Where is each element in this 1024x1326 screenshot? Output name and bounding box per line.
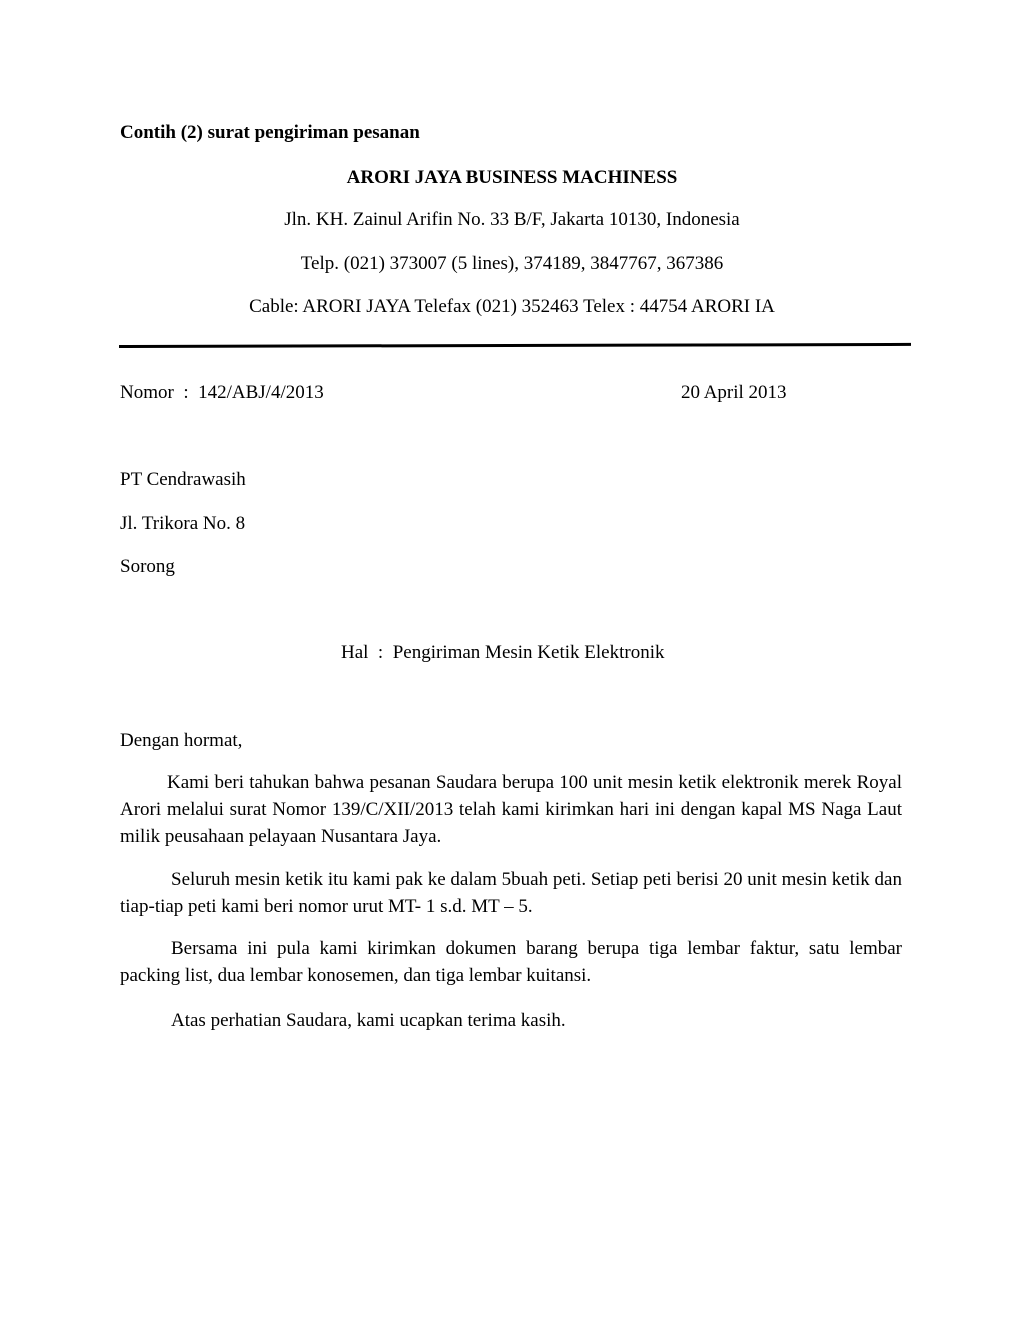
document-heading: Contih (2) surat pengiriman pesanan [120, 122, 420, 143]
letterhead-cable: Cable: ARORI JAYA Telefax (021) 352463 Telex : 44754 ARORI IA [249, 296, 775, 317]
letter-subject: Hal : Pengiriman Mesin Ketik Elektronik [341, 642, 665, 663]
letterhead-phone: Telp. (021) 373007 (5 lines), 374189, 3847767, 367386 [300, 253, 724, 274]
letter-date: 20 April 2013 [681, 382, 787, 403]
recipient-name: PT Cendrawasih [120, 469, 246, 490]
letterhead-divider [119, 343, 911, 348]
letterhead-company: ARORI JAYA BUSINESS MACHINESS [346, 167, 678, 188]
recipient-street: Jl. Trikora No. 8 [120, 513, 246, 534]
body-paragraph-1: Kami beri tahukan bahwa pesanan Saudara berupa 100 unit mesin ketik elektronik merek Royal Arori melalui surat Nomor 139/C/XII/2013 telah kami kirimkan hari ini dengan kapal MS Naga Laut milik peusahaan pelayaan Nusantara Jaya. [120, 772, 902, 847]
salutation: Dengan hormat, [120, 730, 243, 751]
letterhead-address: Jln. KH. Zainul Arifin No. 33 B/F, Jakarta 10130, Indonesia [284, 209, 740, 230]
body-paragraph-3: Bersama ini pula kami kirimkan dokumen barang berupa tiga lembar faktur, satu lembar packing list, dua lembar konosemen, dan tiga lembar kuitansi. [120, 938, 902, 986]
recipient-city: Sorong [120, 556, 175, 577]
letter-number: Nomor : 142/ABJ/4/2013 [120, 382, 324, 403]
closing-paragraph: Atas perhatian Saudara, kami ucapkan terima kasih. [171, 1010, 566, 1031]
body-paragraph-2: Seluruh mesin ketik itu kami pak ke dalam 5buah peti. Setiap peti berisi 20 unit mesin ketik dan tiap-tiap peti kami beri nomor urut MT- 1 s.d. MT – 5. [120, 869, 902, 917]
